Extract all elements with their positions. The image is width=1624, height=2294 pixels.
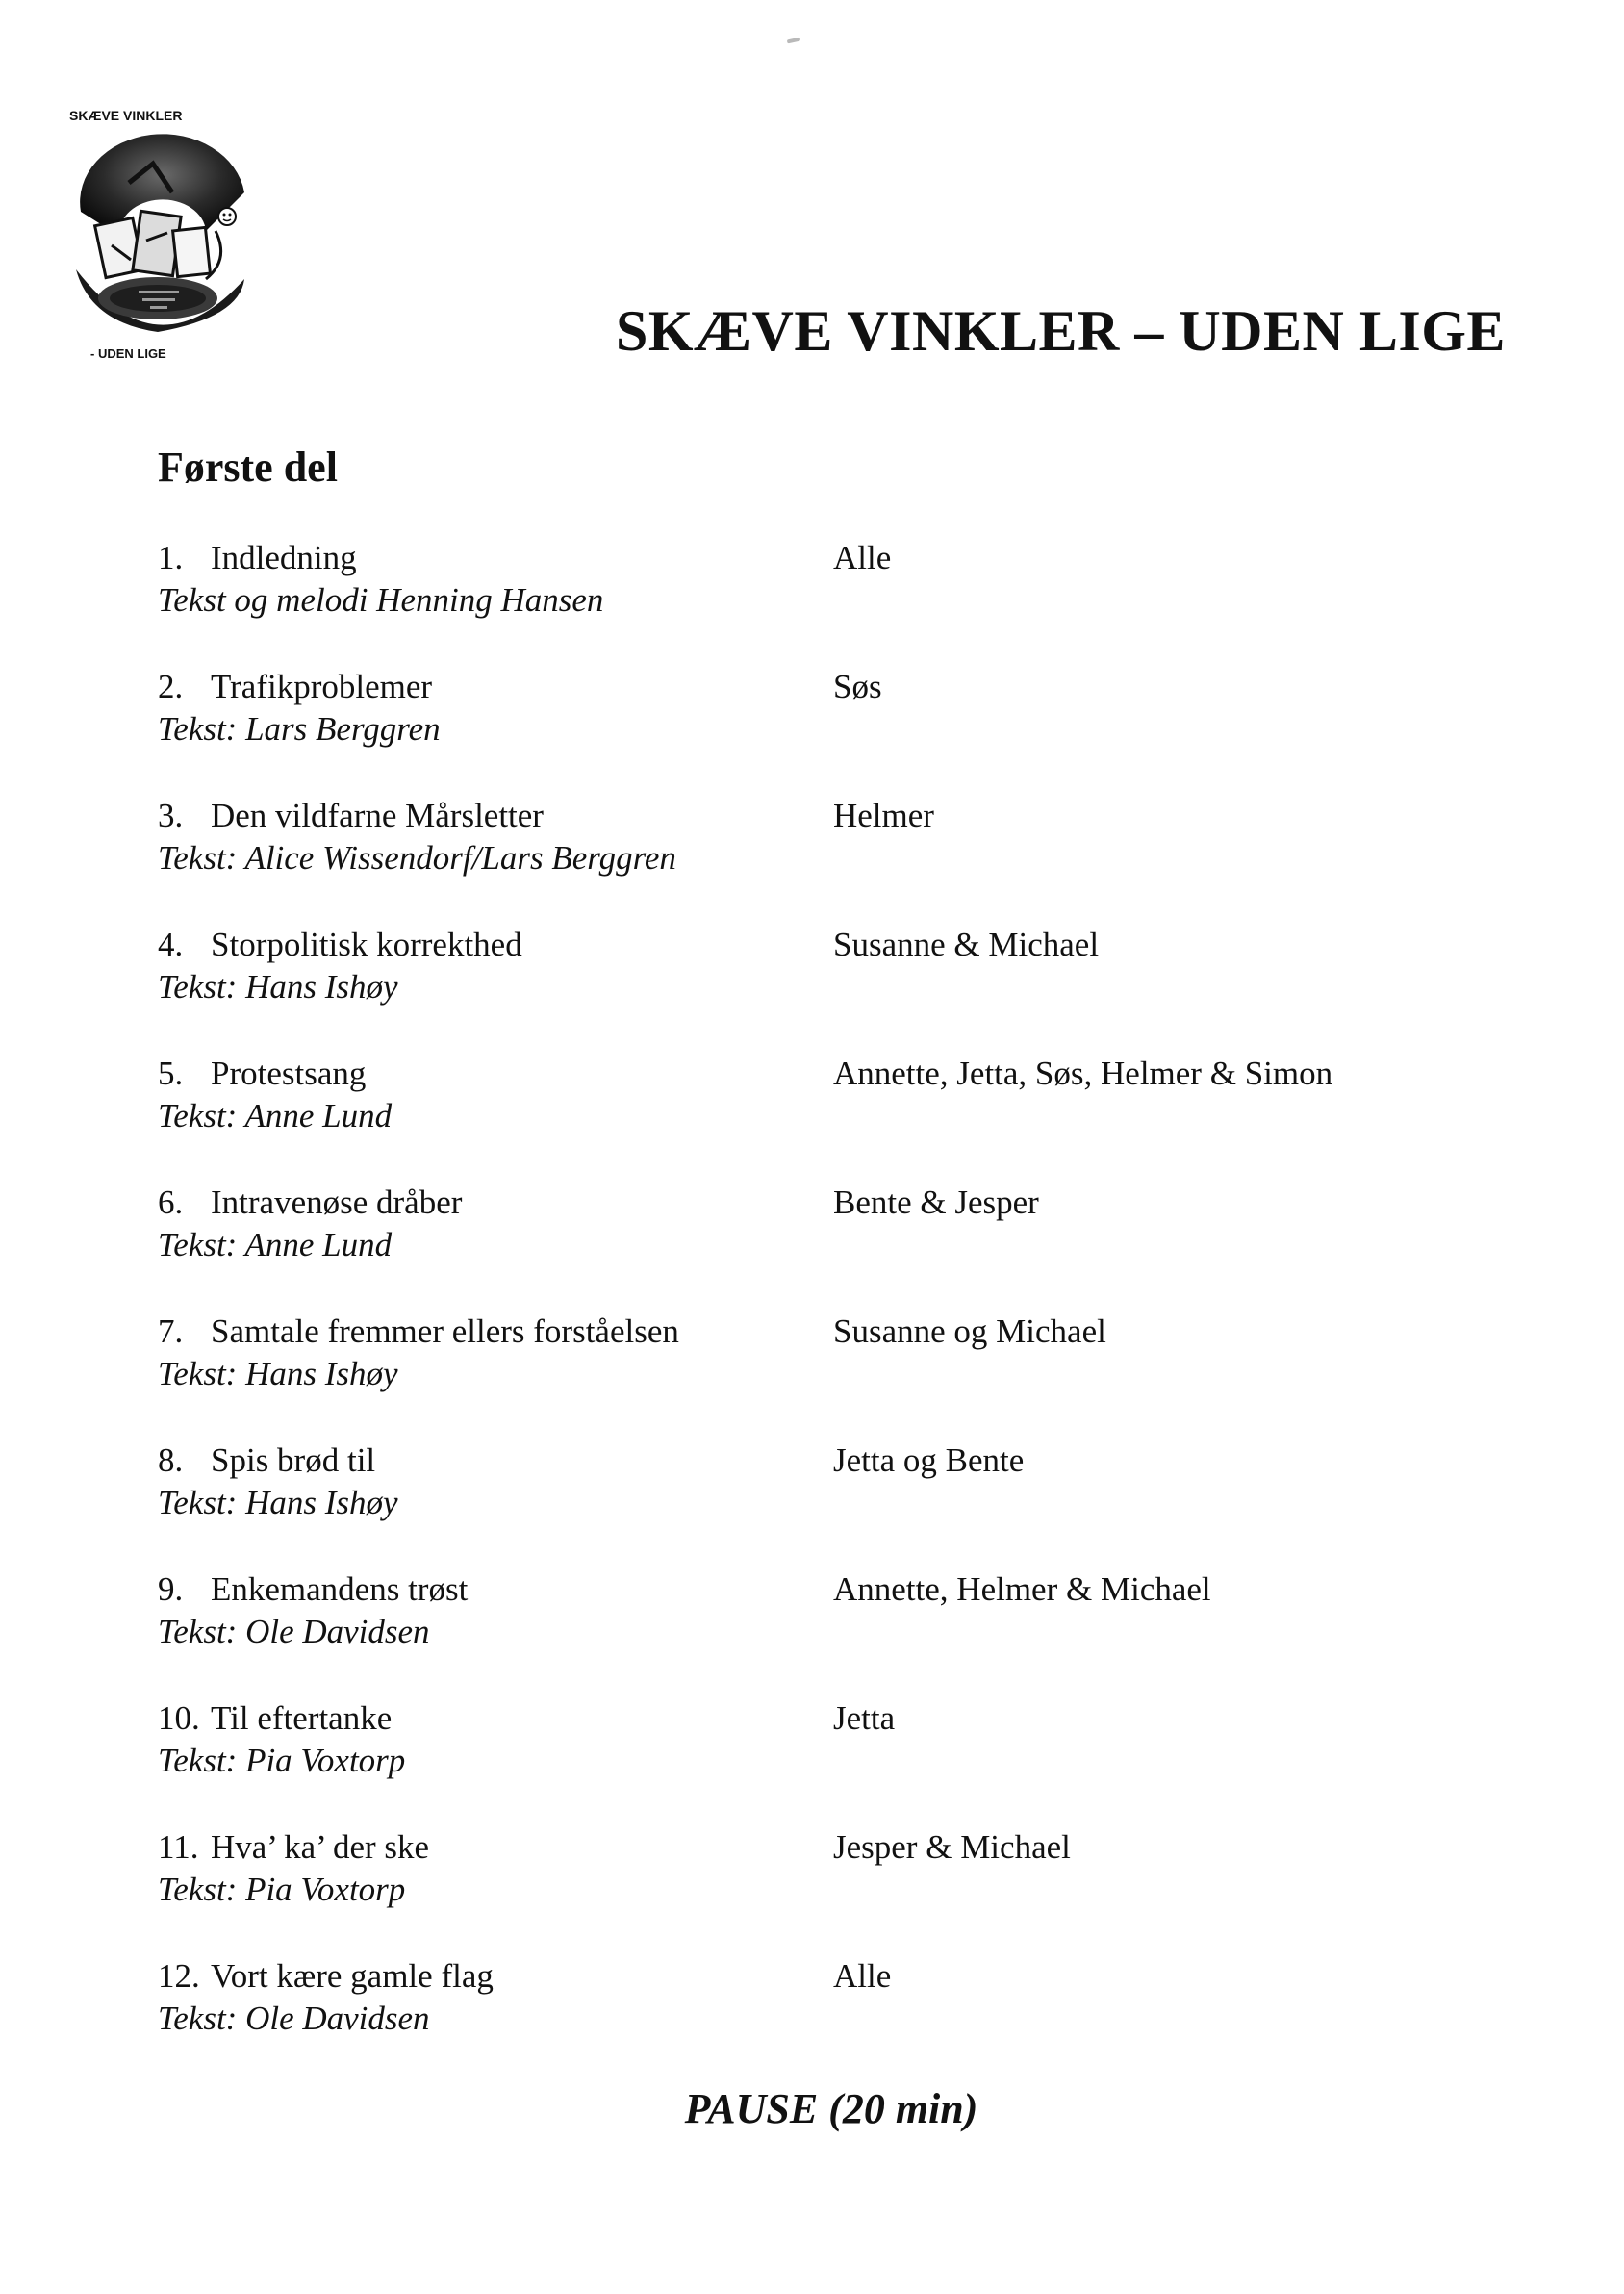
program-item: [0, 924, 1624, 1053]
scan-speck: [787, 38, 801, 44]
item-performers: Jesper & Michael: [833, 1828, 1071, 1866]
item-title: Samtale fremmer ellers forståelsen: [211, 1313, 679, 1350]
item-credit: Tekst: Anne Lund: [158, 1226, 393, 1263]
item-number: 5.: [158, 1055, 184, 1092]
item-title: Intravenøse dråber: [211, 1184, 463, 1221]
item-number: 1.: [158, 539, 184, 576]
item-performers: Susanne og Michael: [833, 1313, 1106, 1350]
section-title: Første del: [158, 444, 338, 491]
item-credit: Tekst: Ole Davidsen: [158, 1613, 430, 1650]
item-title: Til eftertanke: [211, 1699, 393, 1737]
pause-label: PAUSE (20 min): [684, 2085, 978, 2132]
item-performers: Bente & Jesper: [833, 1184, 1039, 1221]
logo-emblem-icon: [62, 125, 264, 356]
item-performers: Alle: [833, 539, 892, 576]
item-credit: Tekst: Ole Davidsen: [158, 2000, 430, 2037]
item-number: 3.: [158, 797, 184, 834]
logo: [62, 104, 264, 364]
item-number: 11.: [158, 1828, 199, 1866]
item-number: 12.: [158, 1957, 200, 1995]
item-credit: Tekst: Lars Berggren: [158, 710, 441, 748]
item-number: 6.: [158, 1184, 184, 1221]
item-performers: Søs: [833, 668, 882, 705]
item-title: Trafikproblemer: [211, 668, 433, 705]
item-credit: Tekst: Alice Wissendorf/Lars Berggren: [158, 839, 676, 877]
program-item: [0, 1955, 1624, 2084]
item-performers: Alle: [833, 1957, 892, 1995]
item-title: Spis brød til: [211, 1441, 376, 1479]
program-item: [0, 537, 1624, 666]
item-number: 10.: [158, 1699, 200, 1737]
program-item: [0, 666, 1624, 795]
item-title: Enkemandens trøst: [211, 1570, 469, 1608]
program-item: [0, 1568, 1624, 1697]
item-performers: Jetta og Bente: [833, 1441, 1025, 1479]
item-performers: Susanne & Michael: [833, 926, 1100, 963]
program-item: [0, 1182, 1624, 1311]
item-performers: Helmer: [833, 797, 934, 834]
logo-top-text: SKÆVE VINKLER: [69, 108, 183, 123]
item-number: 8.: [158, 1441, 184, 1479]
item-number: 9.: [158, 1570, 184, 1608]
item-title: Indledning: [211, 539, 357, 576]
item-credit: Tekst: Hans Ishøy: [158, 1355, 398, 1392]
item-credit: Tekst: Hans Ishøy: [158, 1484, 398, 1521]
program-item: [0, 1053, 1624, 1182]
item-number: 4.: [158, 926, 184, 963]
item-credit: Tekst og melodi Henning Hansen: [158, 581, 604, 619]
program-item: [0, 1311, 1624, 1440]
item-title: Storpolitisk korrekthed: [211, 926, 522, 963]
item-title: Den vildfarne Mårsletter: [211, 797, 544, 834]
item-credit: Tekst: Hans Ishøy: [158, 968, 398, 1006]
item-title: Protestsang: [211, 1055, 367, 1092]
item-credit: Tekst: Anne Lund: [158, 1097, 393, 1134]
page-title: SKÆVE VINKLER – UDEN LIGE: [616, 299, 1506, 363]
item-credit: Tekst: Pia Voxtorp: [158, 1871, 406, 1908]
item-number: 7.: [158, 1313, 184, 1350]
item-performers: Annette, Jetta, Søs, Helmer & Simon: [833, 1055, 1333, 1092]
program-item: [0, 1697, 1624, 1826]
program-item: [0, 795, 1624, 924]
program-list: [0, 537, 1624, 2084]
item-performers: Jetta: [833, 1699, 896, 1737]
item-title: Vort kære gamle flag: [211, 1957, 494, 1995]
item-number: 2.: [158, 668, 184, 705]
item-credit: Tekst: Pia Voxtorp: [158, 1742, 406, 1779]
program-item: [0, 1440, 1624, 1568]
item-performers: Annette, Helmer & Michael: [833, 1570, 1211, 1608]
item-title: Hva’ ka’ der ske: [211, 1828, 430, 1866]
logo-bottom-text: - UDEN LIGE: [90, 346, 166, 361]
program-item: [0, 1826, 1624, 1955]
